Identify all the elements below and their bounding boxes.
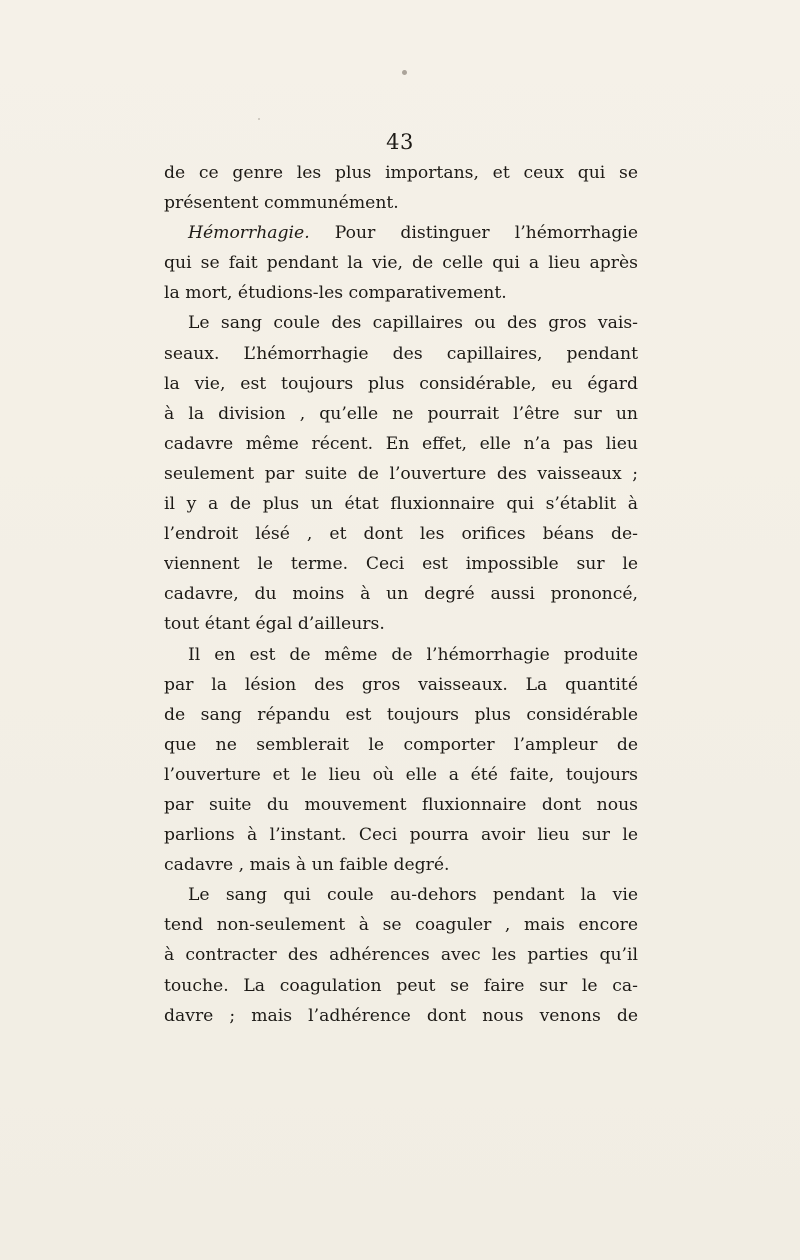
- text-line-24: cadavre , mais à un faible degré.: [164, 855, 450, 876]
- page-text: [164, 158, 638, 1031]
- text-line-18: par la lésion des gros vaisseaux. La quantité: [164, 674, 638, 695]
- text-line-8: la vie, est toujours plus considérable, eu égard: [164, 373, 638, 394]
- ink-speck: [258, 118, 260, 120]
- text-line-10: cadavre même récent. En effet, elle n’a pas lieu: [164, 433, 638, 454]
- text-line-25: Le sang qui coule au-dehors pendant la vie: [188, 885, 638, 906]
- section-heading: Hémorrhagie.: [188, 223, 310, 244]
- text-line-7: seaux. L’hémorrhagie des capillaires, pendant: [164, 343, 638, 364]
- text-line-15: cadavre, du moins à un degré aussi prononcé,: [164, 584, 638, 605]
- text-line-12: il y a de plus un état fluxionnaire qui s’établit à: [164, 494, 638, 515]
- text-line-11: seulement par suite de l’ouverture des vaisseaux ;: [164, 463, 638, 484]
- text-line-26: tend non-seulement à se coaguler , mais encore: [164, 915, 638, 936]
- text-line-2: présentent communément.: [164, 193, 399, 214]
- text-line-28: touche. La coagulation peut se faire sur le ca-: [164, 975, 638, 996]
- text-line-23: parlions à l’instant. Ceci pourra avoir lieu sur le: [164, 825, 638, 846]
- page-number: 43: [386, 130, 414, 154]
- text-line-6: Le sang coule des capillaires ou des gros vais-: [188, 313, 638, 334]
- text-line-5: la mort, étudions-les comparativement.: [164, 283, 507, 304]
- text-line-22: par suite du mouvement fluxionnaire dont nous: [164, 794, 638, 815]
- text-line-3-rest: Pour distinguer l’hémorrhagie: [334, 223, 638, 244]
- text-line-4: qui se fait pendant la vie, de celle qui a lieu après: [164, 253, 638, 274]
- text-line-20: que ne semblerait le comporter l’ampleur de: [164, 734, 638, 755]
- text-line-19: de sang répandu est toujours plus considérable: [164, 704, 638, 725]
- text-line-21: l’ouverture et le lieu où elle a été faite, toujours: [164, 764, 638, 785]
- text-line-9: à la division , qu’elle ne pourrait l’être sur un: [164, 403, 638, 424]
- text-line-14: viennent le terme. Ceci est impossible sur le: [164, 554, 638, 575]
- text-line-16: tout étant égal d’ailleurs.: [164, 614, 385, 635]
- text-line-27: à contracter des adhérences avec les parties qu’il: [164, 945, 638, 966]
- text-line-3: [164, 218, 638, 248]
- text-line-17: Il en est de même de l’hémorrhagie produite: [188, 644, 638, 665]
- text-line-29: davre ; mais l’adhérence dont nous venons de: [164, 1005, 638, 1026]
- text-line-1: de ce genre les plus importans, et ceux qui se: [164, 163, 638, 183]
- ink-speck: [402, 70, 407, 75]
- text-line-13: l’endroit lésé , et dont les orifices béans de-: [164, 524, 638, 545]
